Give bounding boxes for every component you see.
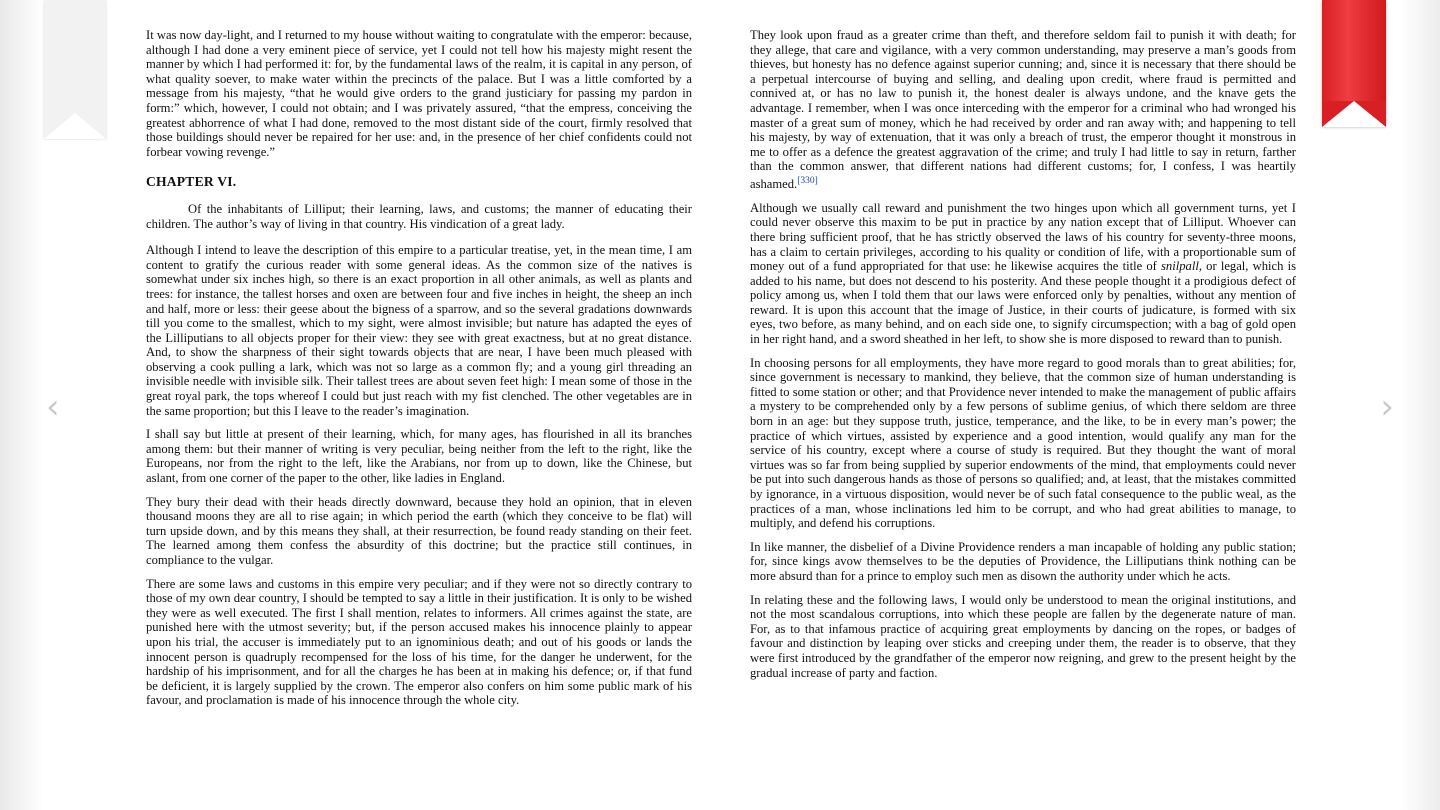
paragraph-text: They look upon fraud as a greater crime than theft, and therefore seldom fail to punish it with death; for they allege, that care and vigilance, with a very common understanding, may preserve a man’s goods from thieves, but honesty has no defence against superior cunning; and, since it is necessary that there should be a perpetual intercourse of buying and selling, and dealing upon credit, where fraud is permitted and connived at, or has no law to punish it, the honest dealer is always undone, and the knave gets the advantage. I remember, when I was once interceding with the emperor for a criminal who had wronged his master of a great sum of money, which he had received by order and ran away with; and happening to tell his majesty, by way of extenuation, that it was only a breach of trust, the emperor thought it monstrous in me to offer as a defence the greatest aggravation of the crime; and truly I had little to say in return, farther than the common answer, that different nations had different customs; for, I confess, I was heartily ashamed. <box>750 28 1296 192</box>
paragraph: It was now day-light, and I returned to my house without waiting to congratulate with the emperor: because, although I had done a very eminent piece of service, yet I could not tell how his majesty might resent the manner by which I had performed it: for, by the fundamental laws of the realm, it is capital in any person, of what quality soever, to make water within the precincts of the palace. But I was a little comforted by a message from his majesty, “that he would give orders to the grand justiciary for passing my pardon in form:” which, however, I could not obtain; and I was privately assured, “that the empress, conceiving the greatest abhorrence of what I had done, removed to the most distant side of the court, firmly resolved that those buildings should never be repaired for her use: and, in the presence of her chief confidents could not forbear vowing revenge.” <box>146 28 692 159</box>
chapter-summary: Of the inhabitants of Lilliput; their learning, laws, and customs; the manner of educating their children. The author’s way of living in that country. His vindication of a great lady. <box>146 201 692 231</box>
previous-page-arrow-icon[interactable]: ‹ <box>46 387 60 427</box>
footnote-link[interactable]: [330] <box>797 175 818 186</box>
chapter-heading: CHAPTER VI. <box>146 174 237 190</box>
next-page-arrow-icon[interactable]: › <box>1380 387 1394 427</box>
paragraph <box>750 201 1296 347</box>
paragraph: In choosing persons for all employments, they have more regard to good morals than to great abilities; for, since government is necessary to mankind, they believe, that the common size of human understanding is fitted to some station or other; and that Providence never intended to make the management of public affairs a mystery to be comprehended only by a few persons of sublime genius, of which there seldom are three born in an age: but they suppose truth, justice, temperance, and the like, to be in every man’s power; the practice of which virtues, assisted by experience and a good intention, would qualify any man for the service of his country, except where a course of study is required. But they thought the want of moral virtues was so far from being supplied by superior endowments of the mind, that employments could never be put into such dangerous hands as those of persons so qualified; and, at least, that the mistakes committed by ignorance, in a virtuous disposition, would never be of such fatal consequence to the public weal, as the practices of a man, whose inclinations led him to be corrupt, and who had great abilities to manage, to multiply, and defend his corruptions. <box>750 355 1296 531</box>
paragraph: In relating these and the following laws, I would only be understood to mean the original institutions, and not the most scandalous corruptions, into which these people are fallen by the degenerate nature of man. For, as to that infamous practice of acquiring great employments by dancing on the ropes, or badges of favour and distinction by leaping over sticks and creeping under them, the reader is to observe, that they were first introduced by the grandfather of the emperor now reigning, and grew to the present height by the gradual increase of party and faction. <box>750 592 1296 680</box>
paragraph <box>750 28 1296 192</box>
paragraph: I shall say but little at present of their learning, which, for many ages, has flourished in all its branches among them: but their manner of writing is very peculiar, being neither from the left to the right, like the Europeans, nor from the right to the left, like the Arabians, nor from up to down, like the Chinese, but aslant, from one corner of the paper to the other, like ladies in England. <box>146 427 692 486</box>
paragraph-text-part-1: Although we usually call reward and punishment the two hinges upon which all government turns, yet I could never observe this maxim to be put in practice by any nation except that of Lilliput. Whoever can there bring sufficient proof, that he has strictly observed the laws of his country for seventy-three moons, has a claim to certain privileges, according to his quality or condition of life, with a proportionable sum of money out of a fund appropriated for that use: he likewise acquires the title of <box>750 200 1296 274</box>
right-text-column <box>750 28 1296 689</box>
italic-term: snilpall <box>1161 259 1199 274</box>
paragraph: There are some laws and customs in this empire very peculiar; and if they were not so directly contrary to those of my own dear country, I should be tempted to say a little in their justification. It is only to be wished they were as well executed. The first I shall mention, relates to informers. All crimes against the state, are punished here with the utmost severity; but, if the person accused makes his innocence plainly to appear upon his trial, the accuser is immediately put to an ignominious death; and out of his goods or lands the innocent person is quadruply recompensed for the loss of his time, for the danger he underwent, for the hardship of his imprisonment, and for all the charges he has been at in making his defence; or, if that fund be deficient, it is largely supplied by the crown. The emperor also confers on him some public mark of his favour, and proclamation is made of his innocence through the whole city. <box>146 576 692 708</box>
paragraph: Although I intend to leave the description of this empire to a particular treatise, yet, in the mean time, I am content to gratify the curious reader with some general ideas. As the common size of the natives is somewhat under six inches high, so there is an exact proportion in all other animals, as well as plants and trees: for instance, the tallest horses and oxen are between four and five inches in height, the sheep an inch and half, more or less: their geese about the bigness of a sparrow, and so the several gradations downwards till you come to the smallest, which to my sight, were almost invisible; but nature has adapted the eyes of the Lilliputians to all objects proper for their view: they see with great exactness, but at no great distance. And, to show the sharpness of their sight towards objects that are near, I have been much pleased with observing a cook pulling a lark, which was not so large as a common fly; and a young girl threading an invisible needle with invisible silk. Their tallest trees are about seven feet high: I mean some of those in the great royal park, the tops whereof I could but just reach with my fist clenched. The other vegetables are in the same proportion; but this I leave to the reader’s imagination. <box>146 243 692 418</box>
left-text-column <box>146 28 692 717</box>
paragraph-text-part-2: , or legal, which is added to his name, but does not descend to his posterity. And these people thought it a prodigious defect of policy among us, when I told them that our laws were enforced only by penalties, without any mention of reward. It is upon this account that the image of Justice, in their courts of judicature, is formed with six eyes, two before, as many behind, and on each side one, to signify circumspection; with a bag of gold open in her right hand, and a sword sheathed in her left, to show she is more disposed to reward than to punish. <box>750 259 1296 347</box>
paragraph: They bury their dead with their heads directly downward, because they hold an opinion, that in eleven thousand moons they are all to rise again; in which period the earth (which they conceive to be flat) will turn upside down, and by this means they shall, at their resurrection, be found ready standing on their feet. The learned among them confess the absurdity of this doctrine; but the practice still continues, in compliance to the vulgar. <box>146 494 692 567</box>
paragraph: In like manner, the disbelief of a Divine Providence renders a man incapable of holding any public station; for, since kings avow themselves to be the deputies of Providence, the Lilliputians think nothing can be more absurd than for a prince to employ such men as disown the authority under which he acts. <box>750 539 1296 583</box>
